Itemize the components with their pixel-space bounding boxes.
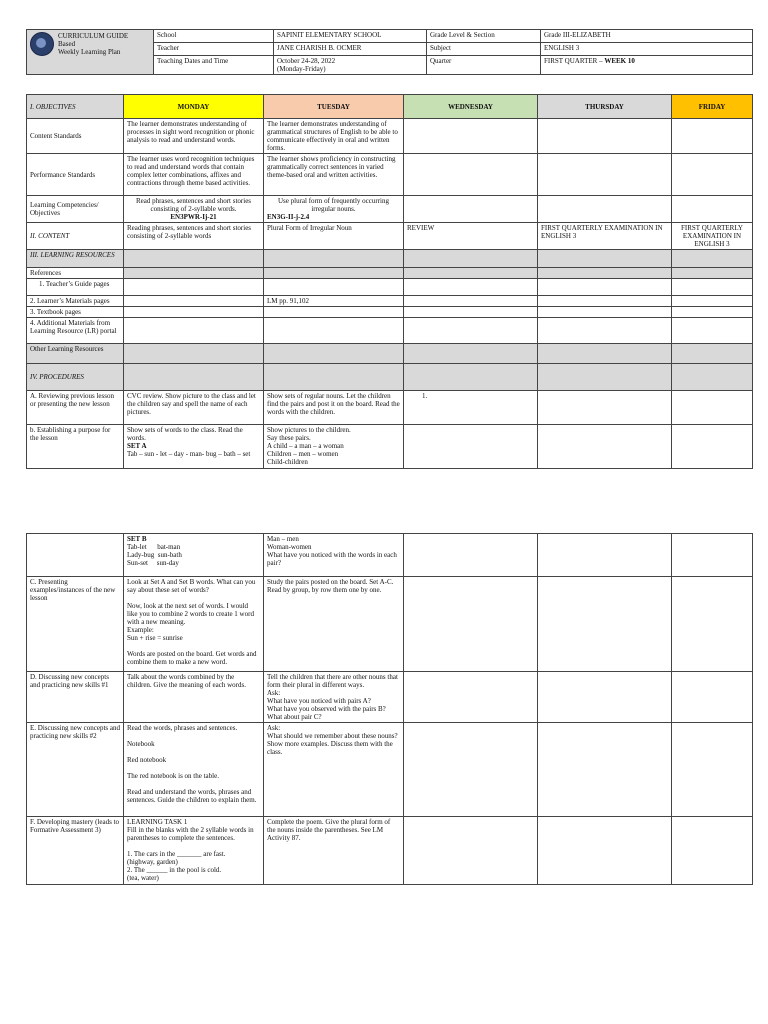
discussing2-wed [404,723,538,817]
guide-line2: Based [58,40,76,48]
presenting-label: C. Presenting examples/instances of the new lesson [27,577,124,672]
discussing2-mon-line [127,732,260,740]
additional-materials-fri [672,318,753,344]
references-fri [672,268,753,279]
procedures-label: IV. PROCEDURES [27,364,124,391]
establishing-tue-line: Child-children [267,458,308,466]
discussing2-tue [264,723,404,817]
set-b-line: Lady-bug sun-bath [127,551,182,559]
discussing1-label: D. Discussing new concepts and practicing new skills #1 [27,672,124,723]
mastery-mon-line [127,842,260,850]
procedures-wed [404,364,538,391]
presenting-mon-line: Example: [127,626,154,634]
setb-fri [672,534,753,577]
presenting-tue-line: Study the pairs posted on the board. Set A-C. [267,578,394,586]
content-standards-thu [538,119,672,154]
mastery-mon-line: 1. The cars in the _______ are fast. [127,850,226,858]
setb-tue-line: Man – men [267,535,299,543]
additional-materials-thu [538,318,672,344]
setb-thu [538,534,672,577]
reviewing-fri [672,391,753,425]
discussing2-mon-line: Red notebook [127,756,167,764]
references-thu [538,268,672,279]
learners-materials-thu [538,296,672,307]
teachers-guide-label: 1. Teacher’s Guide pages [27,279,124,296]
discussing1-tue-line: What have you noticed with pairs A? [267,697,371,705]
textbook-tue [264,307,404,318]
school-value: SAPINIT ELEMENTARY SCHOOL [274,30,427,43]
establishing-label: b. Establishing a purpose for the lesson [27,425,124,469]
presenting-thu [538,577,672,672]
procedures-tue [264,364,404,391]
dates-value [274,56,427,75]
establishing-mon-text: Show sets of words to the class. Read the words. [127,426,243,442]
textbook-label: 3. Textbook pages [27,307,124,318]
content-standards-mon: The learner demonstrates understanding of processes in sight word recognition or phonic analysis to read and understand words. [124,119,264,154]
discussing1-thu [538,672,672,723]
learners-materials-wed [404,296,538,307]
establishing-wed [404,425,538,469]
presenting-tue-line: Read by group, by row them one by one. [267,586,382,594]
competencies-wed [404,196,538,223]
presenting-wed [404,577,538,672]
discussing2-mon-line [127,764,260,772]
mastery-tue: Complete the poem. Give the plural form of the nouns inside the parentheses. See LM Activity 87. [264,817,404,885]
presenting-mon-line: Words are posted on the board. Get words and combine them to make a new word. [127,650,257,666]
performance-standards-label: Performance Standards [27,154,124,196]
establishing-tue-line: Children – men – women [267,450,339,458]
friday-heading: FRIDAY [672,95,753,119]
discussing2-mon-line: Notebook [127,740,155,748]
discussing1-tue-line: What about pair C? [267,713,322,721]
quarter-text: FIRST QUARTER – [544,57,603,65]
learning-resources-fri [672,250,753,268]
mastery-mon-line: (highway, garden) [127,858,178,866]
discussing1-tue [264,672,404,723]
dates-label: Teaching Dates and Time [154,56,274,75]
content-standards-wed [404,119,538,154]
teacher-label: Teacher [154,43,274,56]
week-text: WEEK 10 [604,57,635,65]
discussing2-mon [124,723,264,817]
discussing2-mon-line [127,780,260,788]
learning-resources-label: III. LEARNING RESOURCES [27,250,124,268]
mastery-mon-line: 2. The ______ in the pool is cold. [127,866,222,874]
references-mon [124,268,264,279]
presenting-tue [264,577,404,672]
establishing-thu [538,425,672,469]
discussing2-tue-line: What should we remember about these nouns? [267,732,398,740]
reviewing-tue: Show sets of regular nouns. Let the children find the pairs and post it on the board. Read the words with the children. [264,391,404,425]
content-standards-label: Content Standards [27,119,124,154]
mastery-mon-line: Fill in the blanks with the 2 syllable words in parentheses to complete the sentences. [127,826,254,842]
procedures-thu [538,364,672,391]
teachers-guide-thu [538,279,672,296]
competencies-label: Learning Competencies/ Objectives [27,196,124,223]
guide-cell [27,30,154,75]
establishing-tue-line: Say these pairs. [267,434,311,442]
discussing1-fri [672,672,753,723]
learners-materials-fri [672,296,753,307]
set-a-words: Tab – sun - let – day - man- bug – bath – set [127,450,251,458]
setb-tue-line: What have you noticed with the words in each pair? [267,551,397,567]
grade-value: Grade III-ELIZABETH [541,30,753,43]
set-b-line: Tab-let bat-man [127,543,181,551]
header-table [26,29,753,75]
content-mon: Reading phrases, sentences and short stories consisting of 2-syllable words [124,223,264,250]
teachers-guide-wed [404,279,538,296]
tuesday-heading: TUESDAY [264,95,404,119]
establishing-tue-line: Show pictures to the children. [267,426,351,434]
performance-standards-mon: The learner uses word recognition techniques to read and understand words that contain complex letter combinations, affixes and contractions through theme based activities. [124,154,264,196]
textbook-thu [538,307,672,318]
other-resources-thu [538,344,672,364]
reviewing-wed: 1. [404,391,538,425]
competencies-thu [538,196,672,223]
references-wed [404,268,538,279]
set-b-line: Sun-set sun-day [127,559,179,567]
learners-materials-label: 2. Learner’s Materials pages [27,296,124,307]
set-b-title: SET B [127,535,147,543]
setb-tue-line: Woman-women [267,543,312,551]
content-wed: REVIEW [404,223,538,250]
learning-resources-wed [404,250,538,268]
wednesday-heading: WEDNESDAY [404,95,538,119]
textbook-wed [404,307,538,318]
presenting-mon [124,577,264,672]
quarter-value [541,56,753,75]
teacher-value: JANE CHARISH B. OCMER [274,43,427,56]
teachers-guide-fri [672,279,753,296]
procedures-mon [124,364,264,391]
main-plan-table [26,94,753,469]
continued-plan-table [26,533,753,885]
setb-label [27,534,124,577]
establishing-mon [124,425,264,469]
competencies-fri [672,196,753,223]
reviewing-mon: CVC review. Show picture to the class and let the children say and spell the name of each pictures. [124,391,264,425]
content-tue: Plural Form of Irregular Noun [264,223,404,250]
other-resources-mon [124,344,264,364]
guide-line3: Weekly Learning Plan [58,48,121,56]
competencies-tue [264,196,404,223]
references-tue [264,268,404,279]
discussing2-thu [538,723,672,817]
mastery-thu [538,817,672,885]
textbook-mon [124,307,264,318]
competencies-mon-code: EN3PWR-Ij-21 [170,213,217,221]
mastery-label: F. Developing mastery (leads to Formative Assessment 3) [27,817,124,885]
mastery-mon-line: (tea, water) [127,874,159,882]
additional-materials-tue [264,318,404,344]
mastery-mon [124,817,264,885]
subject-label: Subject [427,43,541,56]
discussing2-label: E. Discussing new concepts and practicing new skills #2 [27,723,124,817]
learning-resources-tue [264,250,404,268]
additional-materials-wed [404,318,538,344]
grade-label: Grade Level & Section [427,30,541,43]
discussing2-mon-line: Read and understand the words, phrases and sentences. Guide the children to explain them. [127,788,257,804]
discussing1-wed [404,672,538,723]
mastery-mon-line: LEARNING TASK 1 [127,818,188,826]
other-resources-wed [404,344,538,364]
procedures-fri [672,364,753,391]
content-thu: FIRST QUARTERLY EXAMINATION IN ENGLISH 3 [538,223,672,250]
school-label: School [154,30,274,43]
discussing2-tue-line: Show more examples. Discuss them with the class. [267,740,393,756]
setb-mon [124,534,264,577]
presenting-mon-line [127,594,260,602]
setb-wed [404,534,538,577]
other-resources-fri [672,344,753,364]
establishing-fri [672,425,753,469]
additional-materials-mon [124,318,264,344]
presenting-mon-line [127,642,260,650]
teachers-guide-mon [124,279,264,296]
discussing2-tue-line: Ask: [267,724,281,732]
discussing2-mon-line: The red notebook is on the table. [127,772,219,780]
presenting-fri [672,577,753,672]
dates-value-line1: October 24-28, 2022 [277,57,336,65]
competencies-tue-text: Use plural form of frequently occurring irregular nouns. [278,197,389,213]
objectives-heading: I. OBJECTIVES [27,95,124,119]
other-resources-label: Other Learning Resources [27,344,124,364]
presenting-mon-line: Look at Set A and Set B words. What can you say about these set of words? [127,578,256,594]
performance-standards-tue: The learner shows proficiency in constructing grammatically correct sentences in varied theme-based oral and written activities. [264,154,404,196]
mastery-wed [404,817,538,885]
setb-tue [264,534,404,577]
learners-materials-tue: LM pp. 91,102 [264,296,404,307]
thursday-heading: THURSDAY [538,95,672,119]
learners-materials-mon [124,296,264,307]
other-resources-tue [264,344,404,364]
deped-seal-icon [30,32,54,56]
presenting-mon-line: Now, look at the next set of words. I would like you to combine 2 words to create 1 word with a new meaning. [127,602,254,626]
mastery-fri [672,817,753,885]
performance-standards-fri [672,154,753,196]
learning-resources-mon [124,250,264,268]
discussing2-mon-line: Read the words, phrases and sentences. [127,724,238,732]
content-fri: FIRST QUARTERLY EXAMINATION IN ENGLISH 3 [672,223,753,250]
discussing1-tue-line: What have you observed with the pairs B? [267,705,386,713]
dates-value-line2: (Monday-Friday) [277,65,326,73]
monday-heading: MONDAY [124,95,264,119]
references-label: References [27,268,124,279]
establishing-tue [264,425,404,469]
discussing2-fri [672,723,753,817]
discussing2-mon-line [127,748,260,756]
content-standards-tue: The learner demonstrates understanding of grammatical structures of English to be able to communicate effectively in oral and written forms. [264,119,404,154]
performance-standards-wed [404,154,538,196]
presenting-mon-line: Sun + rise = sunrise [127,634,183,642]
discussing1-mon: Talk about the words combined by the children. Give the meaning of each words. [124,672,264,723]
additional-materials-label: 4. Additional Materials from Learning Resource (LR) portal [27,318,124,344]
competencies-mon [124,196,264,223]
quarter-label: Quarter [427,56,541,75]
content-label: II. CONTENT [27,223,124,250]
competencies-mon-text: Read phrases, sentences and short stories consisting of 2-syllable words. [135,197,252,213]
textbook-fri [672,307,753,318]
discussing1-tue-line: Ask: [267,689,281,697]
reviewing-label: A. Reviewing previous lesson or presenting the new lesson [27,391,124,425]
teachers-guide-tue [264,279,404,296]
performance-standards-thu [538,154,672,196]
discussing1-tue-line: Tell the children that there are other nouns that form their plural in different ways. [267,673,398,689]
set-a-title: SET A [127,442,147,450]
content-standards-fri [672,119,753,154]
learning-resources-thu [538,250,672,268]
guide-line1: CURRICULUM GUIDE [58,32,129,40]
competencies-tue-code: EN3G-II-j-2.4 [267,213,310,221]
subject-value: ENGLISH 3 [541,43,753,56]
reviewing-thu [538,391,672,425]
establishing-tue-line: A child – a man – a woman [267,442,344,450]
